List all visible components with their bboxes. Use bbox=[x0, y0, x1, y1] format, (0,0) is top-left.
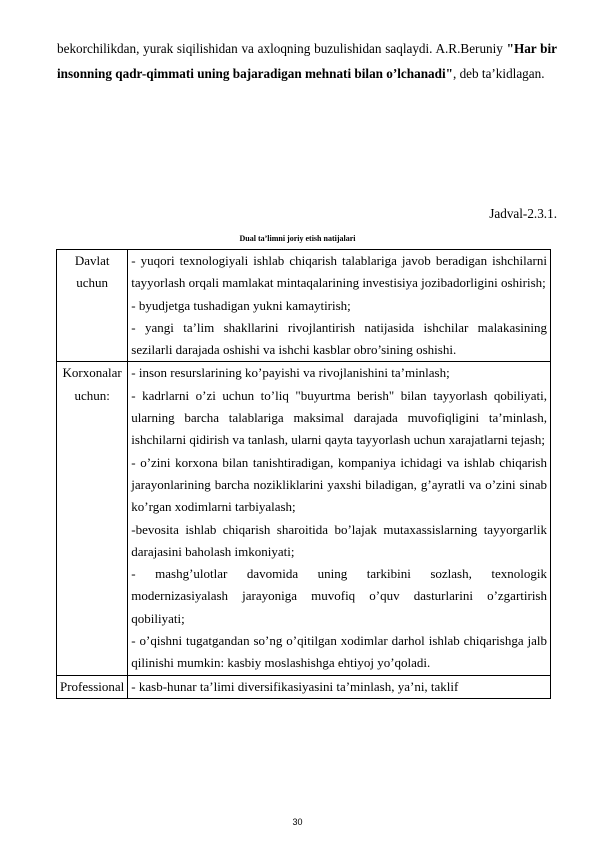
row-content bbox=[128, 675, 551, 698]
row-label: Davlat uchun bbox=[57, 250, 128, 362]
table-row bbox=[57, 250, 551, 362]
row-label: Professional bbox=[57, 675, 128, 698]
list-item: - kadrlarni o’zi uchun to’liq "buyurtma berish" bilan tayyorlash qobiliyati, ularning barcha talablariga maksimal darajada muvofiqligini ta’minlash, ishchilarni qidirish va tanlash, ularni qayta tayyorlash uchun xarajatlarni tejash; bbox=[131, 387, 547, 448]
table-row bbox=[57, 675, 551, 698]
table-title: Dual ta’limni joriy etish natijalari bbox=[239, 234, 356, 243]
results-table bbox=[56, 249, 551, 699]
intro-paragraph bbox=[57, 36, 557, 86]
list-item: - o’zini korxona bilan tanishtiradigan, kompaniya ichidagi va ishlab chiqarish jarayonlarining barcha nozikliklarini yaxshi biladigan, g’ayratli va o’zini sinab ko’rgan xodimlarni tarbiyalash; bbox=[131, 454, 547, 515]
row-label: Korxonalar uchun: bbox=[57, 362, 128, 675]
list-item: - o’qishni tugatgandan so’ng o’qitilgan xodimlar darhol ishlab chiqarishga jalb qilinishi mumkin: kasbiy moslashishga ehtiyoj yo’qoladi. bbox=[131, 633, 547, 671]
intro-text-end: , deb ta’kidlagan. bbox=[452, 66, 545, 81]
list-item: -bevosita ishlab chiqarish sharoitida bo’lajak mutaxassislarning tayyorgarlik darajasini baholash imkoniyati; bbox=[131, 521, 547, 559]
list-item: - byudjetga tushadigan yukni kamaytirish; bbox=[131, 297, 351, 313]
list-item: - yuqori texnologiyali ishlab chiqarish talablariga javob beradigan ishchilarni tayyorlash orqali mamlakat mintaqalarining investisiya jozibadorligini oshirish; bbox=[131, 253, 547, 291]
table-row bbox=[57, 362, 551, 675]
intro-text: bekorchilikdan, yurak siqilishidan va axloqning buzulishidan saqlaydi. A.R.Beruniy bbox=[57, 41, 507, 56]
row-content bbox=[128, 250, 551, 362]
page-number: 30 bbox=[292, 817, 303, 827]
list-item: - kasb-hunar ta’limi diversifikasiyasini ta’minlash, ya’ni, taklif bbox=[131, 678, 459, 694]
list-item: - mashg’ulotlar davomida uning tarkibini sozlash, texnologik modernizasiyalash jarayoniga muvofiq o’quv dasturlarini o’zgartirish qobiliyati; bbox=[131, 566, 547, 626]
beruniy-quote: "Har bir insonning qadr-qimmati uning bajaradigan mehnati bilan o’lchanadi" bbox=[57, 41, 558, 81]
list-item: - inson resurslarining ko’payishi va rivojlanishini ta’minlash; bbox=[131, 365, 450, 381]
table-caption: Jadval-2.3.1. bbox=[489, 206, 557, 221]
row-content bbox=[128, 362, 551, 675]
list-item: - yangi ta’lim shakllarini rivojlantirish natijasida ishchilar malakasining sezilarli darajada oshishi va ishchi kasblar obro’sining oshishi. bbox=[131, 319, 547, 358]
